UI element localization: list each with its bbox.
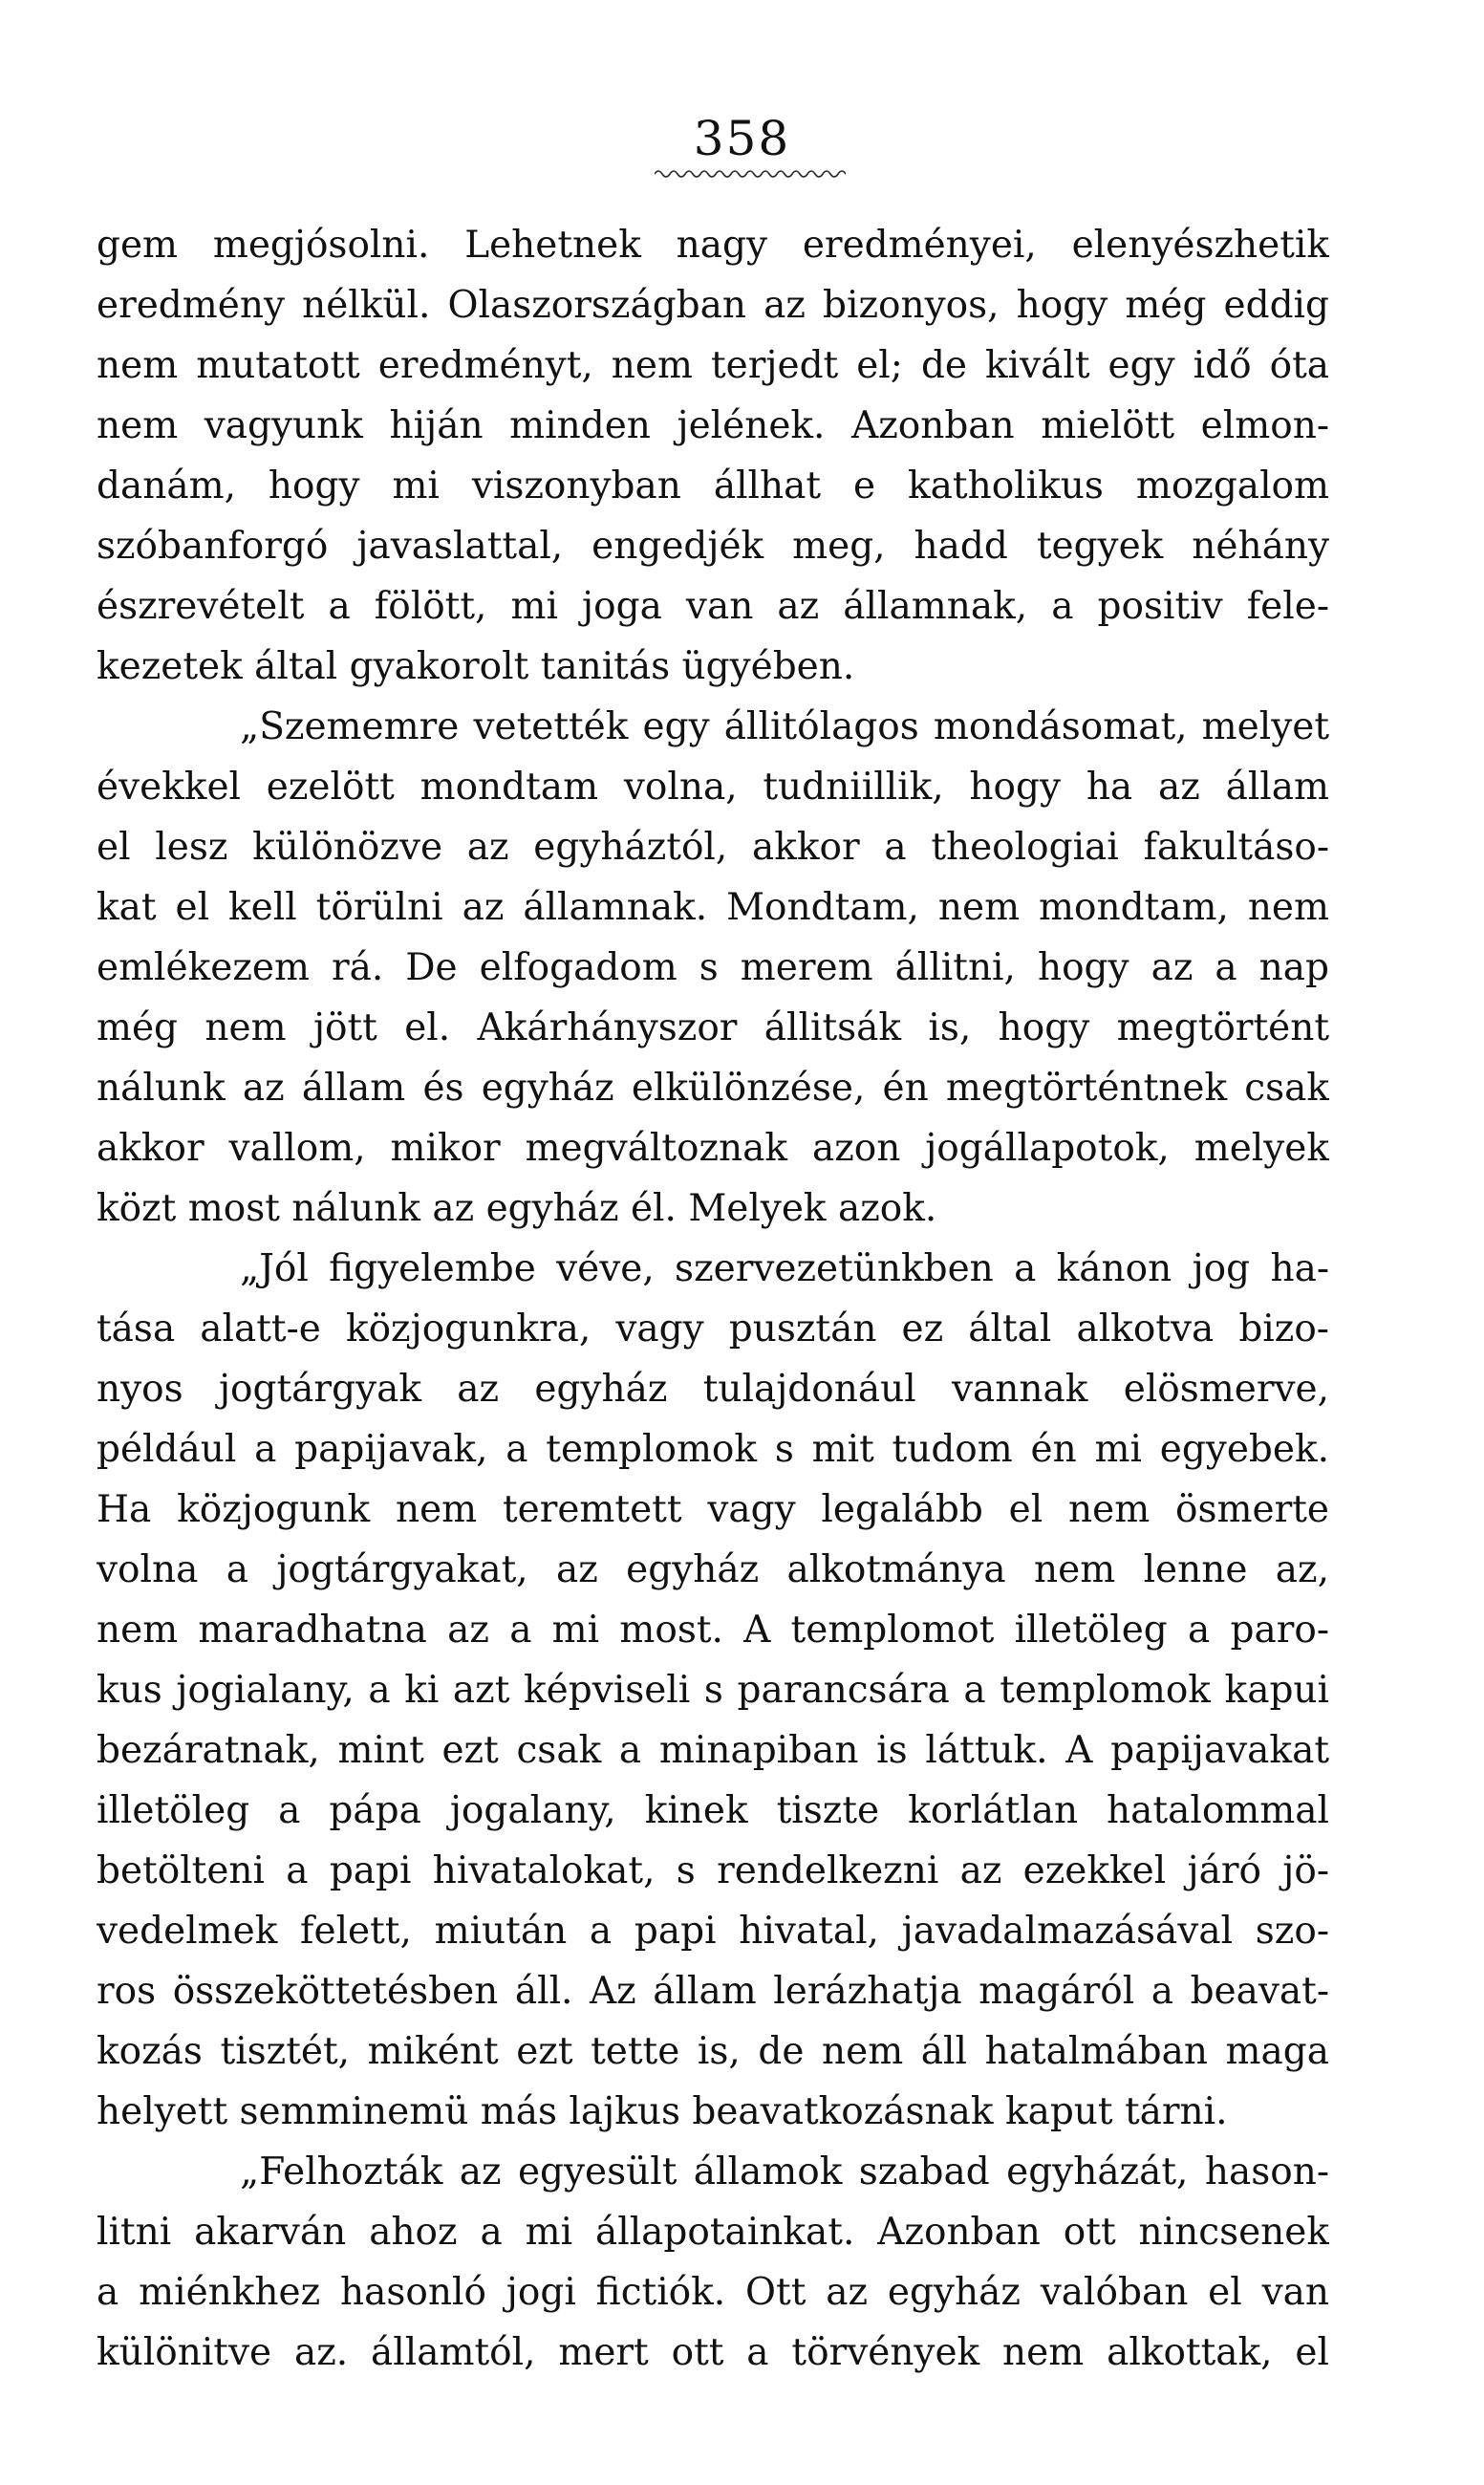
text-line: kat el kell törülni az államnak. Mondtam, nem mondtam, nem xyxy=(97,886,1329,929)
text-line: nem vagyunk hiján minden jelének. Azonban mielött elmon- xyxy=(97,404,1329,447)
text-line: gem megjósolni. Lehetnek nagy eredményei, elenyészhetik xyxy=(97,224,1329,267)
page-number: 358 xyxy=(693,111,791,166)
text-line: például a papijavak, a templomok s mit tudom én mi egyebek. xyxy=(97,1428,1329,1471)
body-text xyxy=(97,215,1329,2383)
text-line: Ha közjogunk nem teremtett vagy legalább el nem ösmerte xyxy=(97,1488,1329,1531)
text-line: akkor vallom, mikor megváltoznak azon jogállapotok, melyek xyxy=(97,1127,1329,1170)
text-line: „Szememre vetették egy állitólagos mondásomat, melyet xyxy=(240,705,1329,748)
text-line: bezáratnak, mint ezt csak a minapiban is láttuk. A papijavakat xyxy=(97,1729,1329,1772)
text-line: eredmény nélkül. Olaszországban az bizonyos, hogy még eddig xyxy=(97,284,1329,327)
text-line: kezetek által gyakorolt tanitás ügyében. xyxy=(97,645,855,688)
text-line: „Felhozták az egyesült államok szabad egyházát, hason- xyxy=(240,2150,1329,2193)
text-line: nem maradhatna az a mi most. A templomot illetöleg a paro- xyxy=(97,1609,1329,1652)
text-line: illetöleg a pápa jogalany, kinek tiszte korlátlan hatalommal xyxy=(97,1789,1329,1832)
text-line: „Jól figyelembe véve, szervezetünkben a kánon jog ha- xyxy=(240,1247,1329,1290)
text-line: évekkel ezelött mondtam volna, tudniillik, hogy ha az állam xyxy=(97,766,1329,809)
text-line: nyos jogtárgyak az egyház tulajdonául vannak elösmerve, xyxy=(97,1368,1329,1411)
text-line: még nem jött el. Akárhányszor állitsák is, hogy megtörtént xyxy=(97,1006,1329,1049)
text-line: helyett semminemü más lajkus beavatkozásnak kaput tárni. xyxy=(97,2090,1228,2133)
text-line: a miénkhez hasonló jogi fictiók. Ott az egyház valóban el van xyxy=(97,2271,1329,2314)
paragraph xyxy=(97,2142,1329,2383)
text-line: el lesz különözve az egyháztól, akkor a theologiai fakultáso- xyxy=(97,826,1329,869)
text-line: különitve az. államtól, mert ott a törvények nem alkottak, el xyxy=(97,2331,1329,2374)
text-line: nálunk az állam és egyház elkülönzése, én megtörténtnek csak xyxy=(97,1067,1329,1110)
text-line: kus jogialany, a ki azt képviseli s parancsára a templomok kapui xyxy=(97,1669,1329,1712)
text-line: tása alatt-e közjogunkra, vagy pusztán ez által alkotva bizo- xyxy=(97,1307,1329,1351)
text-line: közt most nálunk az egyház él. Melyek azok. xyxy=(97,1187,937,1230)
text-line: litni akarván ahoz a mi állapotainkat. Azonban ott nincsenek xyxy=(97,2211,1329,2254)
text-line: nem mutatott eredményt, nem terjedt el; de kivált egy idő óta xyxy=(97,344,1329,387)
text-line: volna a jogtárgyakat, az egyház alkotmánya nem lenne az, xyxy=(97,1548,1329,1591)
text-line: emlékezem rá. De elfogadom s merem állitni, hogy az a nap xyxy=(97,946,1329,989)
paragraph xyxy=(97,215,1329,697)
text-line: észrevételt a fölött, mi joga van az államnak, a positiv fele- xyxy=(97,585,1329,628)
text-line: vedelmek felett, miután a papi hivatal, javadalmazásával szo- xyxy=(97,1910,1329,1953)
wavy-rule-ornament xyxy=(655,168,846,180)
text-line: szóbanforgó javaslattal, engedjék meg, hadd tegyek néhány xyxy=(97,525,1329,568)
text-line: betölteni a papi hivatalokat, s rendelkezni az ezekkel járó jö- xyxy=(97,1849,1329,1892)
paragraph xyxy=(97,697,1329,1239)
text-line: kozás tisztét, miként ezt tette is, de nem áll hatalmában maga xyxy=(97,2030,1329,2073)
text-line: ros összeköttetésben áll. Az állam lerázhatja magáról a beavat- xyxy=(97,1970,1329,2013)
text-line: danám, hogy mi viszonyban állhat e katholikus mozgalom xyxy=(97,465,1329,508)
paragraph xyxy=(97,1239,1329,2142)
